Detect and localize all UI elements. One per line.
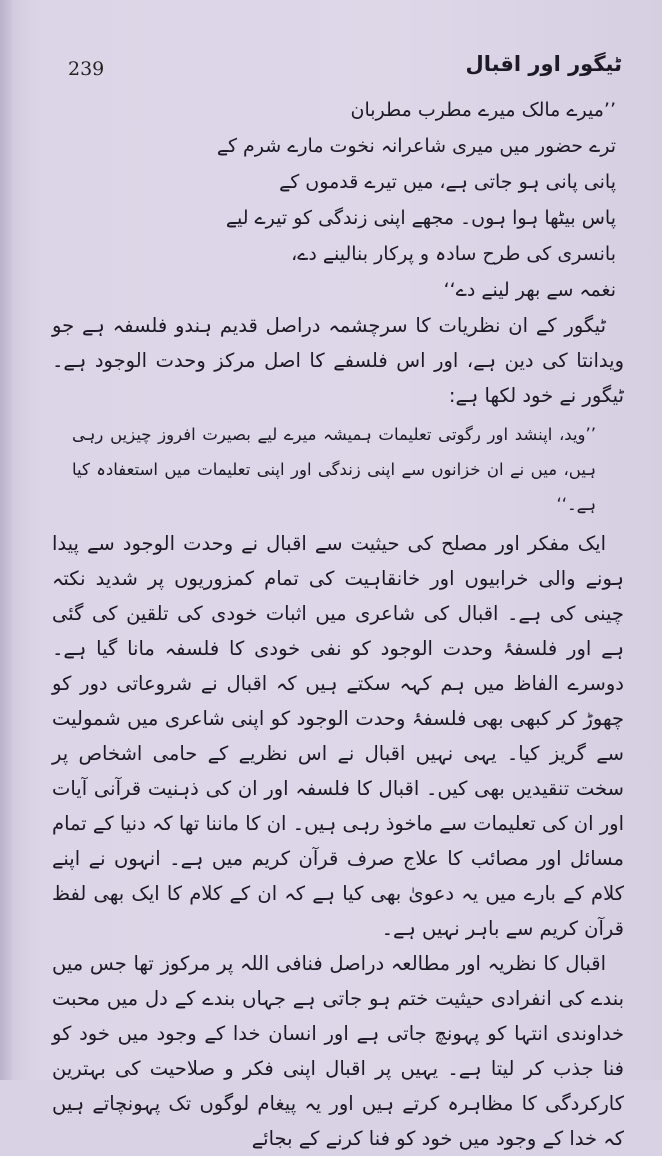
verse-line: ترے حضور میں میری شاعرانہ نخوت مارے شرم کے	[216, 135, 616, 157]
verse-line: نغمہ سے بھر لینے دے‘‘	[443, 279, 616, 301]
paragraph: ایک مفکر اور مصلح کی حیثیت سے اقبال نے وحدت الوجود سے پیدا ہونے والی خرابیوں اور خانقاہیت کی تمام کمزوریوں پر شدید نکتہ چینی کی ہے۔ اقبال کی شاعری میں اثبات خودی کی تلقین کی گئی ہے اور فلسفۂ وحدت الوجود کو نفی خودی کا فلسفہ مانا گیا ہے۔ دوسرے الفاظ میں ہم کہہ سکتے ہیں کہ اقبال نے شروعاتی دور کو چھوڑ کر کبھی بھی فلسفۂ وحدت الوجود کو اپنی شاعری میں شمولیت سے گریز کیا۔ یہی نہیں اقبال نے اس نظریے کے حامی اشخاص پر سخت تنقیدیں بھی کیں۔ اقبال کا فلسفہ اور ان کی ذہنیت قرآنی آیات اور ان کی تعلیمات سے ماخوذ رہی ہیں۔ ان کا ماننا تھا کہ دنیا کے تمام مسائل اور مصائب کا علاج صرف قرآن کریم میں ہے۔ انہوں نے اپنے کلام کے بارے میں یہ دعویٰ بھی کیا ہے کہ ان کے کلام کا ایک بھی لفظ قرآن کریم سے باہر نہیں ہے۔	[52, 532, 624, 940]
block-quote: ’’وید، اپنشد اور رگوتی تعلیمات ہمیشہ میرے لیے بصیرت افروز چیزیں رہی ہیں، میں نے ان خزانوں سے اپنی زندگی اور اپنی تعلیمات میں استعفادہ کیا ہے۔‘‘	[72, 425, 596, 514]
verse-line: بانسری کی طرح سادہ و پرکار بنالینے دے،	[291, 243, 616, 265]
page-body	[52, 92, 624, 1156]
verse-block	[52, 92, 624, 308]
verse-line: پاس بیٹھا ہوا ہوں۔ مجھے اپنی زندگی کو تیرے لیے	[225, 207, 616, 229]
paragraph: ٹیگور کے ان نظریات کا سرچشمہ دراصل قدیم ہندو فلسفہ ہے جو ویدانتا کی دین ہے، اور اس فلسفے کا اصل مرکز وحدت الوجود ہے۔ ٹیگور نے خود لکھا ہے:	[52, 314, 624, 407]
page-number: 239	[68, 58, 105, 80]
verse-line: پانی پانی ہو جاتی ہے، میں تیرے قدموں کے	[279, 171, 616, 193]
running-head: ٹیگور اور اقبال	[465, 52, 622, 76]
page-header	[68, 52, 622, 88]
paragraph: اقبال کا نظریہ اور مطالعہ دراصل فنافی اللہ پر مرکوز تھا جس میں بندے کی انفرادی حیثیت ختم ہو جاتی ہے جہاں بندے کے دل میں محبت خداوندی انتہا کو پہونچ جاتی ہے اور انسان خدا کے وجود میں خود کو فنا جذب کر لیتا ہے۔ یہیں پر اقبال اپنی فکر و صلاحیت کی بہترین کارکردگی کا مظاہرہ کرتے ہیں اور یہ پیغام لوگوں تک پہونچاتے ہیں کہ خدا کے وجود میں خود کو فنا کرنے کے بجائے	[52, 952, 624, 1150]
page-shadow	[0, 0, 14, 1080]
verse-line: ’’میرے مالک میرے مطرب مطربان	[350, 99, 616, 121]
